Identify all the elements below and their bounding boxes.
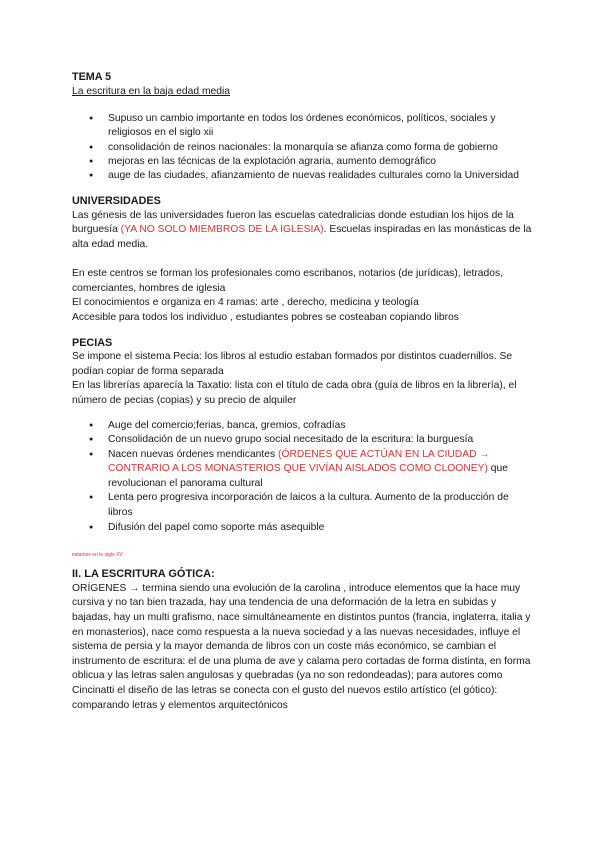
list-item: ● Difusión del papel como soporte más asequible <box>108 521 532 536</box>
tema-title: TEMA 5 <box>72 71 112 83</box>
b3-start: Nacen nuevas órdenes mendicantes <box>108 448 279 460</box>
list-item: ● Auge del comercio;ferias, banca, gremios, cofradías <box>108 419 532 434</box>
universidades-paragraph-3: El conocimientos e organiza en 4 ramas: arte , derecho, medicina y teología <box>72 297 419 309</box>
pecias-heading: PECIAS <box>72 336 113 349</box>
tema-subtitle: La escritura en la baja edad media <box>72 85 230 97</box>
list-item <box>108 448 532 492</box>
gotica-heading: II. LA ESCRITURA GÓTICA: <box>72 568 215 581</box>
gotica-body: ORÍGENES → termina siendo una evolución de la carolina , introduce elementos que la hace muy cursiva y no tan bien trazada, hay una tendencia de una deformación de la letra en subidas y bajadas, hay un multi grafismo, nace simultáneamente en distintos puntos (francia, inglaterra, italia y en monasterios), nace como respuesta a la nueva sociedad y a las nuevas necesidades, influye el sistema de persia y la mayor demanda de libros con un coste más económico, se cambian el instrumento de escritura: el de una pluma de ave y calama pero cortadas de forma distinta, en forma oblicua y las letras salen angulosas y quebradas (ya no son redondeadas); para autores como Cincinatti el diseño de las letras se conecta con el gusto del nuevos estilo artístico (el gótico): comparando letras y elementos arquitectónicos <box>72 582 531 711</box>
list-item: ● consolidación de reinos nacionales: la monarquía se afianza como forma de gobierno <box>108 141 532 155</box>
pecias-paragraph-1: Se impone el sistema Pecia: los libros al estudio estaban formados por distintos cuadernillos. Se podían copiar de forma separada <box>72 351 513 377</box>
side-note: estamos en le siglo XV <box>72 552 123 559</box>
universidades-p1-start: Las génesis de las universidades fueron las escuelas catedralicias donde estudian los hijos de la burguesía <box>72 209 514 236</box>
document-page <box>72 70 532 713</box>
list-item: ● Consolidación de un nuevo grupo social necesitado de la escritura: la burguesía <box>108 433 532 448</box>
universidades-p1-highlight: (YA NO SOLO MIEMBROS DE LA IGLESIA) <box>120 224 324 236</box>
list-item: ● Supuso un cambio importante en todos los órdenes económicos, políticos, sociales y religiosos en el siglo xii <box>108 112 532 140</box>
b3-end: que revolucionan el panorama cultural <box>108 463 508 489</box>
pecias-bullet-list <box>72 419 532 536</box>
universidades-paragraph-1 <box>72 209 532 253</box>
list-item: ● auge de las ciudades, afianzamiento de nuevas realidades culturales como la Universidad <box>108 169 532 183</box>
universidades-paragraph-2: En este centros se forman los profesionales como escribanos, notarios (de jurídicas), letrados, comerciantes, hombres de iglesia <box>72 268 503 294</box>
list-item: ● Lenta pero progresiva incorporación de laicos a la cultura. Aumento de la producción de libros <box>108 491 532 520</box>
universidades-paragraph-4: Accesible para todos los individuo , estudiantes pobres se costeaban copiando libros <box>72 311 459 323</box>
pecias-paragraph-2: En las librerías aparecía la Taxatio: lista con el título de cada obra (guía de libros en la librería), el número de pecias (copias) y su precio de alquiler <box>72 380 517 406</box>
b3-highlight: (ÓRDENES QUE ACTÚAN EN LA CIUDAD → CONTRARIO A LOS MONASTERIOS QUE VIVÍAN AISLADOS COMO CLOONEY) <box>108 448 490 475</box>
tema-bullet-list <box>72 112 532 183</box>
universidades-heading: UNIVERSIDADES <box>72 195 161 208</box>
list-item: ● mejoras en las técnicas de la explotación agraria, aumento demográfico <box>108 155 532 169</box>
universidades-p1-end: . Escuelas inspiradas en las monásticas de la alta edad media. <box>72 224 532 250</box>
